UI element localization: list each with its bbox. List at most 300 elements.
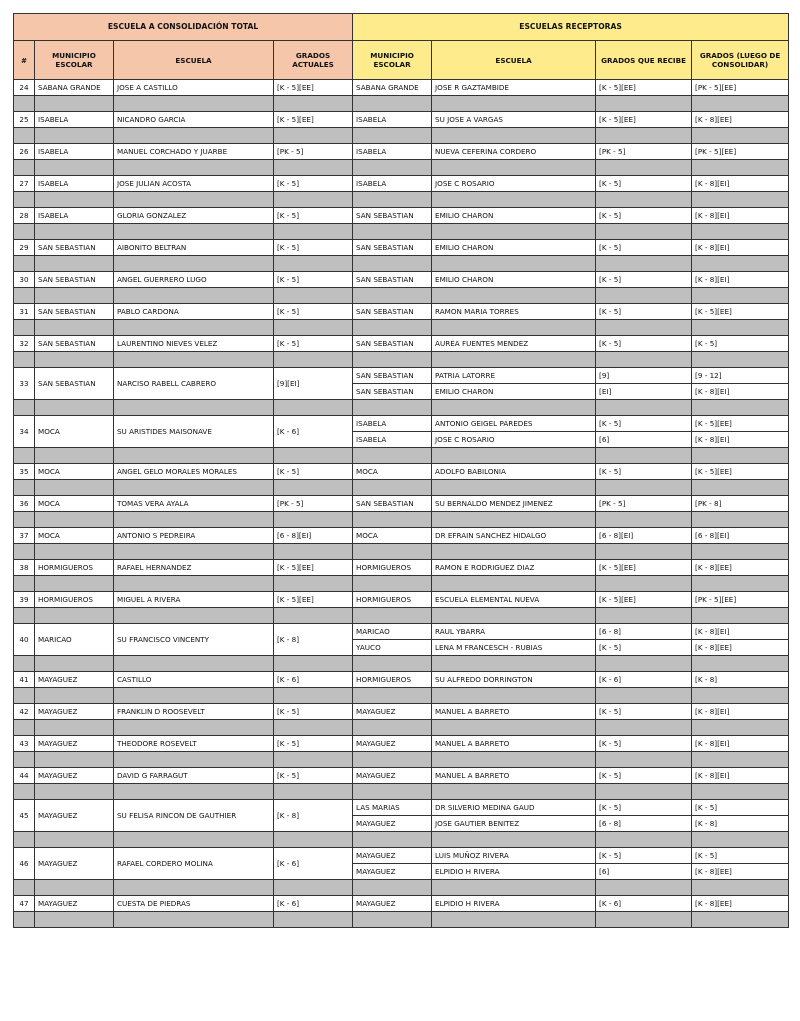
spacer-row — [14, 224, 789, 240]
consolidated-escuela: RAFAEL HERNANDEZ — [114, 560, 274, 576]
spacer-cell — [596, 160, 692, 176]
consolidated-escuela: LAURENTINO NIEVES VELEZ — [114, 336, 274, 352]
receptora-grados-recibe: [K - 5] — [596, 736, 692, 752]
receptora-escuela: DR EFRAIN SANCHEZ HIDALGO — [432, 528, 596, 544]
receptora-grados-luego: [K - 5] — [692, 336, 789, 352]
spacer-cell — [14, 832, 35, 848]
spacer-row — [14, 720, 789, 736]
receptora-grados-recibe: [6] — [596, 432, 692, 448]
spacer-cell — [353, 352, 432, 368]
col-header-municipio-left: MUNICIPIO ESCOLAR — [35, 41, 114, 80]
consolidated-escuela: CUESTA DE PIEDRAS — [114, 896, 274, 912]
spacer-cell — [114, 128, 274, 144]
receptora-grados-recibe: [K - 5] — [596, 800, 692, 816]
spacer-cell — [274, 752, 353, 768]
consolidated-municipio: HORMIGUEROS — [35, 592, 114, 608]
spacer-cell — [432, 688, 596, 704]
spacer-cell — [114, 608, 274, 624]
spacer-row — [14, 448, 789, 464]
spacer-cell — [114, 448, 274, 464]
consolidated-escuela: THEODORE ROSEVELT — [114, 736, 274, 752]
table-row — [14, 704, 789, 720]
spacer-cell — [596, 752, 692, 768]
table-row — [14, 672, 789, 688]
receptora-grados-recibe: [K - 5] — [596, 416, 692, 432]
spacer-row — [14, 160, 789, 176]
table-row — [14, 768, 789, 784]
consolidated-municipio: MOCA — [35, 464, 114, 480]
spacer-cell — [692, 400, 789, 416]
spacer-cell — [596, 880, 692, 896]
spacer-cell — [692, 832, 789, 848]
spacer-cell — [114, 224, 274, 240]
spacer-cell — [14, 688, 35, 704]
col-header-grados-luego: GRADOS (LUEGO DE CONSOLIDAR) — [692, 41, 789, 80]
spacer-cell — [596, 832, 692, 848]
spacer-cell — [432, 352, 596, 368]
receptora-municipio: ISABELA — [353, 112, 432, 128]
spacer-cell — [114, 832, 274, 848]
receptora-grados-luego: [6 - 8][EI] — [692, 528, 789, 544]
spacer-cell — [35, 448, 114, 464]
consolidated-municipio: ISABELA — [35, 144, 114, 160]
receptora-municipio: ISABELA — [353, 432, 432, 448]
receptora-escuela: RAUL YBARRA — [432, 624, 596, 640]
consolidated-grados: [K - 5] — [274, 736, 353, 752]
spacer-cell — [353, 784, 432, 800]
spacer-cell — [35, 608, 114, 624]
spacer-cell — [35, 96, 114, 112]
spacer-cell — [692, 224, 789, 240]
consolidated-escuela: SU FELISA RINCON DE GAUTHIER — [114, 800, 274, 832]
receptora-escuela: EMILIO CHARON — [432, 272, 596, 288]
table-row — [14, 736, 789, 752]
consolidated-escuela: NARCISO RABELL CABRERO — [114, 368, 274, 400]
spacer-row — [14, 96, 789, 112]
receptora-grados-recibe: [6] — [596, 864, 692, 880]
spacer-cell — [35, 128, 114, 144]
spacer-cell — [353, 912, 432, 928]
spacer-cell — [353, 192, 432, 208]
spacer-cell — [35, 544, 114, 560]
row-number: 33 — [14, 368, 35, 400]
receptora-municipio: SAN SEBASTIAN — [353, 208, 432, 224]
spacer-cell — [432, 880, 596, 896]
receptora-municipio: MAYAGUEZ — [353, 736, 432, 752]
spacer-cell — [353, 320, 432, 336]
receptora-escuela: ADOLFO BABILONIA — [432, 464, 596, 480]
spacer-cell — [692, 880, 789, 896]
spacer-cell — [114, 160, 274, 176]
row-number: 47 — [14, 896, 35, 912]
spacer-cell — [114, 880, 274, 896]
spacer-cell — [596, 512, 692, 528]
spacer-cell — [35, 480, 114, 496]
spacer-cell — [353, 688, 432, 704]
receptora-grados-luego: [K - 8][EE] — [692, 640, 789, 656]
receptora-grados-luego: [K - 5][EE] — [692, 464, 789, 480]
receptora-grados-luego: [K - 5] — [692, 848, 789, 864]
consolidated-grados: [K - 5][EE] — [274, 560, 353, 576]
receptora-grados-recibe: [K - 6] — [596, 896, 692, 912]
spacer-cell — [353, 752, 432, 768]
consolidated-escuela: MANUEL CORCHADO Y JUARBE — [114, 144, 274, 160]
spacer-cell — [432, 656, 596, 672]
row-number: 37 — [14, 528, 35, 544]
spacer-cell — [596, 224, 692, 240]
consolidated-grados: [K - 5] — [274, 768, 353, 784]
receptora-municipio: SAN SEBASTIAN — [353, 496, 432, 512]
spacer-cell — [596, 480, 692, 496]
table-row — [14, 560, 789, 576]
spacer-cell — [35, 720, 114, 736]
spacer-cell — [692, 784, 789, 800]
row-number: 45 — [14, 800, 35, 832]
row-number: 35 — [14, 464, 35, 480]
spacer-cell — [353, 608, 432, 624]
row-number: 40 — [14, 624, 35, 656]
receptora-grados-luego: [K - 8] — [692, 816, 789, 832]
spacer-cell — [432, 784, 596, 800]
spacer-cell — [35, 160, 114, 176]
receptora-municipio: SAN SEBASTIAN — [353, 304, 432, 320]
spacer-cell — [274, 512, 353, 528]
row-number: 25 — [14, 112, 35, 128]
receptora-grados-recibe: [K - 5] — [596, 848, 692, 864]
spacer-cell — [35, 752, 114, 768]
spacer-cell — [692, 656, 789, 672]
spacer-cell — [692, 192, 789, 208]
spacer-cell — [14, 544, 35, 560]
consolidated-escuela: TOMAS VERA AYALA — [114, 496, 274, 512]
consolidated-municipio: SAN SEBASTIAN — [35, 368, 114, 400]
consolidated-municipio: SAN SEBASTIAN — [35, 240, 114, 256]
table-row — [14, 144, 789, 160]
spacer-cell — [692, 96, 789, 112]
spacer-cell — [692, 512, 789, 528]
receptora-grados-recibe: [K - 5] — [596, 768, 692, 784]
receptora-escuela: ESCUELA ELEMENTAL NUEVA — [432, 592, 596, 608]
row-number: 32 — [14, 336, 35, 352]
receptora-escuela: JOSE C ROSARIO — [432, 432, 596, 448]
spacer-cell — [692, 256, 789, 272]
spacer-cell — [14, 656, 35, 672]
group-header-consolidacion: ESCUELA A CONSOLIDACIÓN TOTAL — [14, 14, 353, 41]
consolidated-municipio: MAYAGUEZ — [35, 736, 114, 752]
table-row — [14, 464, 789, 480]
spacer-cell — [35, 352, 114, 368]
table-row — [14, 496, 789, 512]
row-number: 42 — [14, 704, 35, 720]
receptora-escuela: SU ALFREDO DORRINGTON — [432, 672, 596, 688]
consolidated-escuela: MIGUEL A RIVERA — [114, 592, 274, 608]
spacer-cell — [353, 544, 432, 560]
consolidated-grados: [PK - 5] — [274, 496, 353, 512]
spacer-cell — [274, 192, 353, 208]
receptora-grados-luego: [K - 8][EI] — [692, 240, 789, 256]
spacer-cell — [353, 576, 432, 592]
table-body — [14, 80, 789, 928]
row-number: 27 — [14, 176, 35, 192]
receptora-grados-recibe: [K - 5] — [596, 640, 692, 656]
consolidated-municipio: MAYAGUEZ — [35, 896, 114, 912]
consolidated-grados: [K - 6] — [274, 416, 353, 448]
spacer-cell — [596, 256, 692, 272]
spacer-row — [14, 544, 789, 560]
spacer-cell — [14, 128, 35, 144]
spacer-cell — [353, 656, 432, 672]
receptora-grados-luego: [PK - 8] — [692, 496, 789, 512]
spacer-cell — [353, 128, 432, 144]
consolidated-escuela: ANGEL GUERRERO LUGO — [114, 272, 274, 288]
receptora-grados-luego: [K - 8][EI] — [692, 208, 789, 224]
consolidated-grados: [K - 6] — [274, 672, 353, 688]
consolidated-municipio: ISABELA — [35, 176, 114, 192]
consolidated-grados: [K - 5] — [274, 336, 353, 352]
receptora-municipio: SAN SEBASTIAN — [353, 336, 432, 352]
receptora-municipio: HORMIGUEROS — [353, 560, 432, 576]
spacer-cell — [14, 880, 35, 896]
receptora-grados-recibe: [K - 6] — [596, 672, 692, 688]
receptora-municipio: SAN SEBASTIAN — [353, 272, 432, 288]
table-row — [14, 272, 789, 288]
spacer-row — [14, 256, 789, 272]
row-number: 31 — [14, 304, 35, 320]
consolidated-grados: [K - 5] — [274, 704, 353, 720]
spacer-cell — [274, 448, 353, 464]
spacer-cell — [114, 656, 274, 672]
receptora-grados-recibe: [K - 5] — [596, 272, 692, 288]
spacer-cell — [14, 96, 35, 112]
row-number: 24 — [14, 80, 35, 96]
receptora-grados-recibe: [6 - 8] — [596, 624, 692, 640]
table-row — [14, 80, 789, 96]
spacer-cell — [35, 192, 114, 208]
spacer-cell — [114, 256, 274, 272]
spacer-cell — [274, 400, 353, 416]
consolidated-escuela: AIBONITO BELTRAN — [114, 240, 274, 256]
spacer-cell — [274, 576, 353, 592]
spacer-cell — [35, 320, 114, 336]
consolidated-escuela: NICANDRO GARCIA — [114, 112, 274, 128]
consolidated-grados: [K - 5] — [274, 272, 353, 288]
receptora-grados-luego: [K - 8][EI] — [692, 704, 789, 720]
spacer-cell — [14, 288, 35, 304]
spacer-cell — [596, 288, 692, 304]
spacer-cell — [353, 224, 432, 240]
spacer-cell — [432, 96, 596, 112]
consolidated-grados: [K - 5] — [274, 304, 353, 320]
consolidated-municipio: SAN SEBASTIAN — [35, 272, 114, 288]
receptora-grados-recibe: [PK - 5] — [596, 496, 692, 512]
spacer-row — [14, 832, 789, 848]
receptora-grados-luego: [K - 8][EI] — [692, 624, 789, 640]
receptora-grados-luego: [K - 8][EI] — [692, 272, 789, 288]
consolidated-escuela: SU ARISTIDES MAISONAVE — [114, 416, 274, 448]
receptora-escuela: SU JOSE A VARGAS — [432, 112, 596, 128]
spacer-cell — [432, 256, 596, 272]
spacer-cell — [692, 720, 789, 736]
spacer-row — [14, 128, 789, 144]
receptora-grados-luego: [K - 8][EE] — [692, 864, 789, 880]
receptora-grados-luego: [K - 5][EE] — [692, 304, 789, 320]
receptora-escuela: DR SILVERIO MEDINA GAUD — [432, 800, 596, 816]
spacer-cell — [274, 656, 353, 672]
spacer-cell — [353, 512, 432, 528]
receptora-municipio: MAYAGUEZ — [353, 768, 432, 784]
spacer-row — [14, 784, 789, 800]
table-row — [14, 528, 789, 544]
receptora-municipio: MOCA — [353, 464, 432, 480]
spacer-row — [14, 512, 789, 528]
spacer-cell — [14, 320, 35, 336]
receptora-grados-recibe: [K - 5] — [596, 704, 692, 720]
consolidated-municipio: MAYAGUEZ — [35, 800, 114, 832]
table-row — [14, 896, 789, 912]
receptora-grados-recibe: [K - 5] — [596, 336, 692, 352]
receptora-escuela: JOSE GAUTIER BENITEZ — [432, 816, 596, 832]
receptora-grados-luego: [K - 8][EI] — [692, 176, 789, 192]
spacer-cell — [35, 576, 114, 592]
spacer-cell — [432, 608, 596, 624]
consolidated-grados: [K - 5] — [274, 208, 353, 224]
receptora-municipio: SAN SEBASTIAN — [353, 240, 432, 256]
receptora-grados-recibe: [9] — [596, 368, 692, 384]
receptora-escuela: EMILIO CHARON — [432, 384, 596, 400]
consolidated-grados: [K - 5] — [274, 176, 353, 192]
consolidated-grados: [9][EI] — [274, 368, 353, 400]
spacer-cell — [14, 400, 35, 416]
spacer-cell — [432, 288, 596, 304]
consolidated-escuela: DAVID G FARRAGUT — [114, 768, 274, 784]
consolidated-municipio: SAN SEBASTIAN — [35, 336, 114, 352]
consolidated-grados: [6 - 8][EI] — [274, 528, 353, 544]
group-header-receptoras: ESCUELAS RECEPTORAS — [353, 14, 789, 41]
spacer-cell — [432, 912, 596, 928]
consolidated-grados: [K - 8] — [274, 624, 353, 656]
consolidated-grados: [PK - 5] — [274, 144, 353, 160]
spacer-cell — [353, 880, 432, 896]
receptora-municipio: LAS MARIAS — [353, 800, 432, 816]
row-number: 39 — [14, 592, 35, 608]
spacer-cell — [353, 720, 432, 736]
spacer-row — [14, 288, 789, 304]
table-row — [14, 176, 789, 192]
spacer-cell — [114, 480, 274, 496]
spacer-cell — [14, 480, 35, 496]
receptora-municipio: ISABELA — [353, 144, 432, 160]
receptora-grados-luego: [K - 8][EI] — [692, 432, 789, 448]
consolidated-municipio: SAN SEBASTIAN — [35, 304, 114, 320]
spacer-cell — [114, 512, 274, 528]
row-number: 30 — [14, 272, 35, 288]
spacer-cell — [692, 576, 789, 592]
receptora-escuela: AUREA FUENTES MENDEZ — [432, 336, 596, 352]
spacer-cell — [432, 576, 596, 592]
row-number: 41 — [14, 672, 35, 688]
consolidated-escuela: ANTONIO S PEDREIRA — [114, 528, 274, 544]
spacer-cell — [692, 448, 789, 464]
table-row — [14, 624, 789, 640]
spacer-cell — [114, 912, 274, 928]
receptora-escuela: EMILIO CHARON — [432, 240, 596, 256]
spacer-cell — [274, 320, 353, 336]
spacer-cell — [114, 352, 274, 368]
receptora-grados-recibe: [K - 5][EE] — [596, 80, 692, 96]
row-number: 44 — [14, 768, 35, 784]
receptora-escuela: ELPIDIO H RIVERA — [432, 896, 596, 912]
spacer-cell — [35, 880, 114, 896]
spacer-cell — [596, 688, 692, 704]
receptora-escuela: RAMON E RODRIGUEZ DIAZ — [432, 560, 596, 576]
consolidated-escuela: GLORIA GONZALEZ — [114, 208, 274, 224]
receptora-grados-recibe: [PK - 5] — [596, 144, 692, 160]
spacer-cell — [35, 832, 114, 848]
table-row — [14, 336, 789, 352]
receptora-escuela: EMILIO CHARON — [432, 208, 596, 224]
table-row — [14, 304, 789, 320]
spacer-cell — [274, 608, 353, 624]
spacer-cell — [14, 720, 35, 736]
spacer-cell — [353, 288, 432, 304]
spacer-row — [14, 608, 789, 624]
spacer-cell — [274, 784, 353, 800]
receptora-municipio: SABANA GRANDE — [353, 80, 432, 96]
receptora-grados-recibe: [K - 5][EE] — [596, 112, 692, 128]
receptora-municipio: SAN SEBASTIAN — [353, 384, 432, 400]
spacer-cell — [14, 224, 35, 240]
table-row — [14, 848, 789, 864]
spacer-cell — [14, 160, 35, 176]
spacer-cell — [114, 288, 274, 304]
consolidated-escuela: FRANKLIN D ROOSEVELT — [114, 704, 274, 720]
spacer-cell — [14, 784, 35, 800]
table-row — [14, 416, 789, 432]
spacer-cell — [14, 512, 35, 528]
receptora-municipio: MAYAGUEZ — [353, 816, 432, 832]
consolidated-grados: [K - 5][EE] — [274, 592, 353, 608]
receptora-grados-luego: [PK - 5][EE] — [692, 144, 789, 160]
spacer-cell — [35, 912, 114, 928]
spacer-cell — [114, 544, 274, 560]
consolidated-escuela: SU FRANCISCO VINCENTY — [114, 624, 274, 656]
receptora-escuela: SU BERNALDO MENDEZ JIMENEZ — [432, 496, 596, 512]
spacer-cell — [596, 608, 692, 624]
consolidated-grados: [K - 6] — [274, 896, 353, 912]
consolidated-escuela: JOSE A CASTILLO — [114, 80, 274, 96]
spacer-cell — [692, 352, 789, 368]
receptora-escuela: ELPIDIO H RIVERA — [432, 864, 596, 880]
spacer-cell — [692, 752, 789, 768]
consolidated-municipio: SABANA GRANDE — [35, 80, 114, 96]
spacer-cell — [596, 192, 692, 208]
table-row — [14, 800, 789, 816]
consolidation-table — [13, 13, 789, 928]
receptora-municipio: MAYAGUEZ — [353, 848, 432, 864]
spacer-cell — [432, 480, 596, 496]
receptora-escuela: LENA M FRANCESCH - RUBIAS — [432, 640, 596, 656]
spacer-cell — [274, 912, 353, 928]
receptora-escuela: PATRIA LATORRE — [432, 368, 596, 384]
spacer-row — [14, 880, 789, 896]
receptora-escuela: MANUEL A BARRETO — [432, 736, 596, 752]
col-header-escuela-left: ESCUELA — [114, 41, 274, 80]
spacer-cell — [274, 128, 353, 144]
receptora-grados-luego: [K - 8][EE] — [692, 560, 789, 576]
spacer-cell — [35, 256, 114, 272]
receptora-grados-recibe: [6 - 8][EI] — [596, 528, 692, 544]
receptora-municipio: ISABELA — [353, 176, 432, 192]
